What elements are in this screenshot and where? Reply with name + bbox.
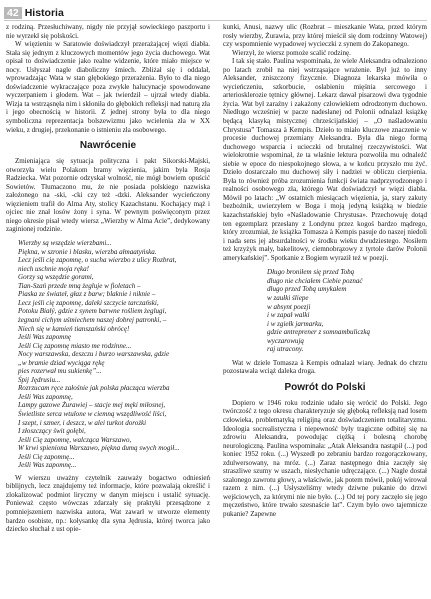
poem-line: żegnani cichym uśmiechem naszej dobrej patronki, –: [18, 315, 167, 324]
poem-line: W krwi spieniona Warszawo, pięknа dumą swych mogił...: [18, 444, 180, 453]
poem-line: i w zapał walki: [267, 311, 310, 320]
intro-paragraph: W więzieniu w Saratowie doświadczył przerażającej więzi diabła. Stała się jednym z kluczowych momentów jego życia duchowego. Wat opisał to doświadczenie jako realne widzenie, które miało miejsce w nocy. Usłyszał nagle diaboliczny śmiech. Zbliżał się i oddalał, wprowadzając Wata w stan głębokiego przerażenia. Było to dla niego doświadczenie wykraczające poza zwykłe halucynacje spowodowane wyczerpaniem i głodem. Wat – jak twierdził – ujrzał wtedy diabła. Wizja ta wstrząsnęła nim i skłoniła do głębokich refleksji nad naturą zła i jego obecnością w historii. Z jednej strony była to dla niego symboliczna reprezentacja bolszewizmu jako wcielenia zła w XX wieku, z drugiej, przekonanie o istnieniu zła osobowego.: [6, 40, 210, 134]
poem-line: raj utracony.: [267, 345, 304, 354]
header-divider: [4, 20, 427, 21]
body-paragraph: kunki, Anusi, nazwy ulic (Rozbrat – mieszkanie Wata, przed którym rosły wierzby, Żurawia, przy której mieścił się dom rodzinny Watowej) czy wspomnienie wypadowej wycieczki z synem do Zakopanego.: [223, 23, 427, 49]
poem-line: długo przed Tobą umykałem: [267, 285, 347, 294]
poem-line: Jeśli Was zapomnę: [18, 333, 71, 342]
poem-line: I złoszczący świt gołębi,: [18, 427, 86, 436]
intro-paragraph: z rodziną. Przesłuchiwany, nigdy nie przyjął sowieckiego paszportu i nie wyrzekł się polskości.: [6, 23, 210, 40]
poem-line: Jeśli Cię zapomnę miasto me rodzinne...: [18, 341, 132, 350]
poem-line: Piękna, w szronie i blasku, wierzba ałmaatyńska.: [18, 247, 157, 256]
poem-line: Lecz jeśli cię zapomnę, daleki szczycie tarczański,: [18, 298, 159, 307]
poem-line: Gorzy są wszędzie gorami,: [18, 273, 94, 282]
poem-line: I szept, i szmer, i deszcz, w alei turkot dorożki: [18, 418, 147, 427]
poem-line: Jeśli Cię zapomnę...: [18, 452, 75, 461]
body-paragraph: Zmieniająca się sytuacja polityczna i pakt Sikorski-Majski, otworzyła wielu Polakom bramy więzienia, jakim była Rosja Radziecka. Wat pozornie odzyskał wolność, nie mógł bowiem opuścić Sowietów. Tłumaczono mu, że nie posiada polskiego nazwiska założonego na -ski, -cki czy też -dzki. Aleksander wycieńczony więzieniem trafił do Alma Aty, stolicy Kazachstanu. Kochający mąż i ojciec nie znał losów żony i syna. W pewnym poświęconym przez niego okresie pisał wtedy wiersz „Wierzby w Alma Acie”, dedykowany zaginionej rodzinie.: [6, 157, 210, 234]
poem-line: Rozrzucam ręce załośnie jak polska płacząca wierzba: [18, 384, 170, 393]
page-number: 42: [4, 7, 22, 19]
page-header: [4, 7, 64, 19]
body-paragraph: W wierszu uważny czytelnik zauważy bogactwo odniesień biblijnych, lecz znajdujemy też informacje, które pozwalają określić i zlokalizować podmiot liryczny w danym miejscu i ustalić sytuację. Ponieważ często wówczas zdarzały się praktyki przesądzone z pomniejszeniem nazwiska autora, Wat zawarł w utworze elementy bardzo osobiste, np.: kołysankę dla syna Jędrusia, której tworca jako dziecko słuchał z ust opie-: [6, 473, 210, 534]
poem-line: Jeśli Was zapomnę...: [18, 461, 77, 470]
left-column: [6, 23, 210, 534]
poem-line: Potoku Białý, gdzie z synem barwne rośliem żeglugi,: [18, 307, 167, 316]
body-paragraph: Wat w dziele Tomasza à Kempis odnalazł wiarę. Jednak do chrztu pozostawała wciąż daleka droga.: [223, 358, 427, 376]
poem-line: długo nie chciałem Ciebie poznać: [267, 276, 363, 285]
poem-line: i w zgiełk jarmarku,: [267, 319, 324, 328]
poem-line: Jeśli Was zapomnę,: [18, 392, 73, 401]
poem-line: w zaułki śliepe: [267, 293, 309, 302]
poem-line: Świetliste serca wtulone w ciemną wszędliwość liści,: [18, 409, 167, 418]
poem-line: Śpij Jędrusiu...: [18, 375, 61, 384]
body-paragraph: I tak się stało. Paulina wspominała, że wiele Aleksandra odnaleziono po latach zrobił na niej wstrząsające wrażenie. Był już to inny Aleksander, zniszczony fizycznie. Diagnoza lekarska mówiła o wycieńczeniu, szkorbucie, osłabieniu mięśnia sercowego i arteriosklerozie tętnicy głównej. Lekarz dawał pisarzowi dwa tygodnie życia. Wat był zaraźny i zakażony człowiekiem odrodzonym duchowo. Niedługo wcześniej w pacze nadesłanej od Polonii odnalazł książkę będącą klasyką mistycznej chrześcijańskiej – „O naśladowaniu Chrystusa” Tomasza à Kempis. Dzieło to miało kluczowe znaczenie w procesie duchowej przemiany Aleksandra. Była dla niego formą duchowego wsparcia i ucieczki od brutalnej rzeczywistości. Wat wielokrotnie wspominał, że ta właśnie lektura pozwoliła mu odnaleźć siebie w epoce do niespokojnego słowa, a w końcu przyszło mu żyć. Dzieło dostarczało mu duchowej siły i nadziei w obliczu cierpienia. Była to również próba zrozumienia funkcji świata nadprzyrodzonego i realności osobowego zła, którego Wat doświadczył w więzi diabła. Mówił po latach: „W ostatnich miesiącach więzienia, ja, stary zakuty bezbożnik, uwierzyłem w Boga i moją jedyną książką w biedzie kazachstańskiej było «Naśladowanie Chrystusa». Przechowuję dotąd ten egzemplarz przesłany z Londynu przez kogoś bardzo mądrego, który zrozumiał, że książka Tomasza à Kempis pasuje do naszej niedoli i nada sens jej absurdalności w środku wieku dwudziestego. Nosiłem też krzyżyk mały, bakelitowy, ciemnobrązowy z tyrtole darów Polonii amerykańskiej”. Spotkanie z Bogiem wyraził też w poezji.: [223, 57, 427, 262]
poem-line: niech uschnie moja ręka!: [18, 264, 90, 273]
poem-line: Wierzby są wszędzie wierzbami...: [18, 239, 112, 248]
poem-line: gdzie antreprener z somnambuliczką: [267, 328, 371, 337]
poem-line: Długo broniłem się przed Tobą: [267, 268, 355, 277]
right-column: [223, 23, 427, 519]
poem-line: Jeśli Cię zapomnę, walcząca Warszawo,: [18, 435, 132, 444]
poem-long-i-defended: [267, 268, 427, 353]
poem-line: pies rozerwał mu sukienkę”...: [18, 367, 102, 376]
poem-line: „w bramie dziad wyciąga rękę: [18, 358, 105, 367]
section-heading-conversion: Nawrócenie: [79, 140, 137, 152]
poem-line: Lecz jeśli cię zapomnę, o sucha wierzbo z ulicy Rozbrat,: [18, 256, 177, 265]
poem-willows-in-alma-ata: [18, 239, 210, 470]
poem-line: Piaska ze świateł, głaz z barw; blaknie i niknie –: [18, 290, 156, 299]
section-heading-return-to-poland: Powrót do Polski: [284, 381, 366, 393]
poem-line: w absynt poezji: [267, 302, 311, 311]
poem-line: Niech się w kamień tianszański obrócę!: [18, 324, 130, 333]
body-paragraph: Dopiero w 1946 roku rodzinie udało się wrócić do Polski. Jego twórczość z tego okresu charakteryzuje się głęboką refleksją nad losem człowieka, problematyką religijną oraz doświadczeniem totalitaryzmu. Ideologia socrealistyczna i niepewność były tragiczne odbitej się na zdrowiu Aleksandra, powodując ciężką i bolesną chorobę neurologiczną. Paulina wspominała: „Atak Aleksandra nastąpił (...) pod koniec 1952 roku. (...) Wyszedł po zebraniu bardzo rozgorączkowany, zdulwersowany, na mróz. (...) Zaraz następnego dnia zaczęły się straszliwe szumy w uszach, niesłychanie udręczające. (...) Nagle dostał szalonego zawrotu głowy, a właściwie, jak potem mówił, pokój wirował razem z nim. (...) Usłyszeliśmy wtedy dziwne pukanie do drzwi wejściowych, za którymi nie nie było. (...) Od tej pory zaczęło się jego męczeństwo, które trwało szesnaście lat”. Czym było owo tajemnicze pukanie? Zapewne: [223, 398, 427, 518]
section-name: Historia: [24, 7, 64, 19]
poem-line: Tian-Szań przede mną żegluje w fioletach –: [18, 281, 141, 290]
poem-line: wyczarowują: [267, 336, 304, 345]
body-paragraph: Wierzył, że wiersz pomoże scalić rodzinę.: [232, 48, 351, 57]
poem-line: Lampy gazowe Żurawiej – stacje mej męki miłosnej,: [18, 401, 166, 410]
poem-line: Nocy warszawska, deszczu i burzo warszawska, gdzie: [18, 350, 170, 359]
